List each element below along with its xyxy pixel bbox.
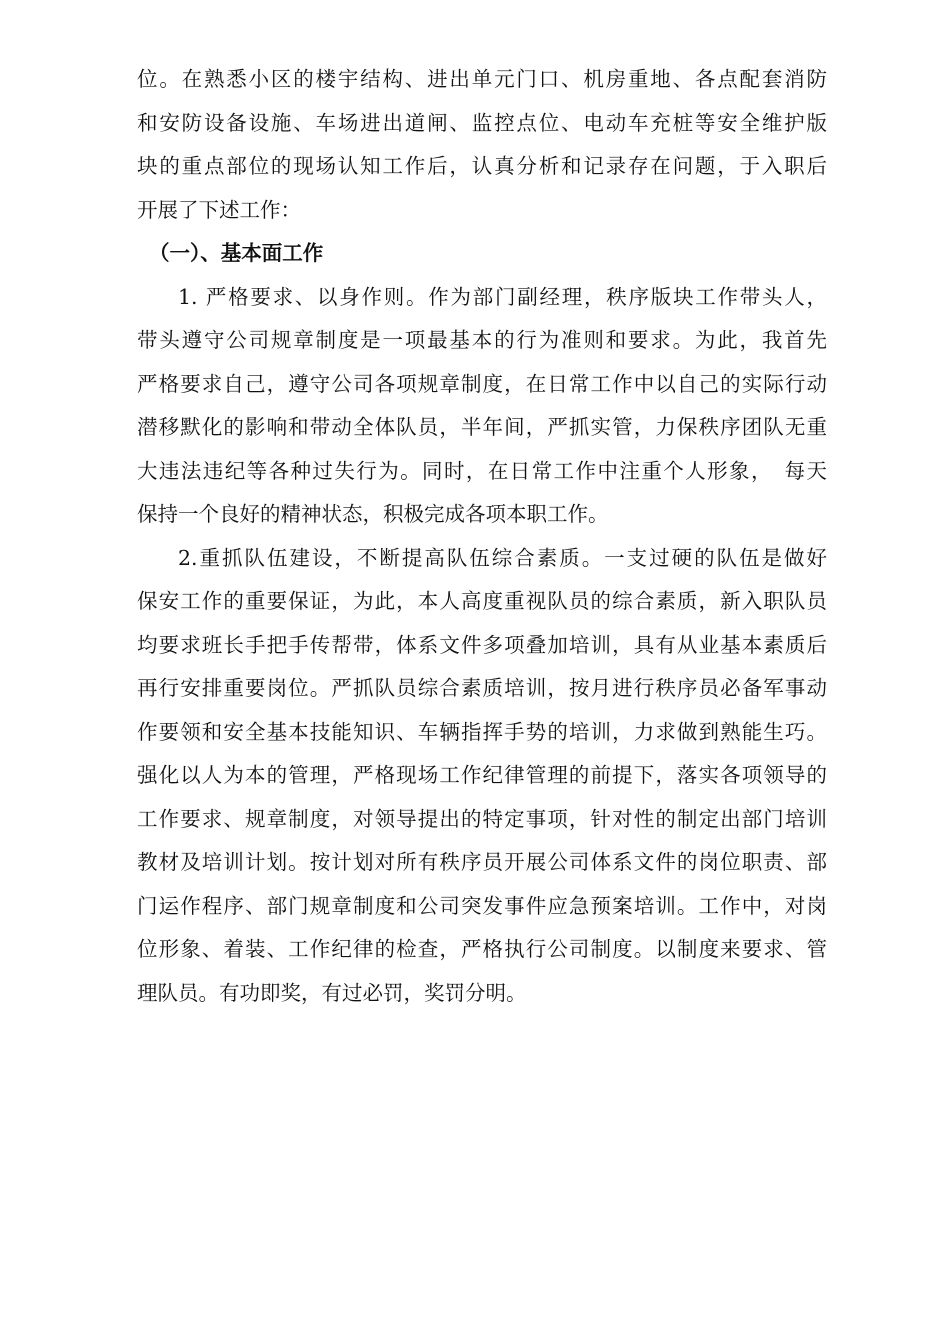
text-line: 工作要求、规章制度，对领导提出的特定事项，针对性的制定出部门培训: [137, 806, 827, 831]
text-line: 教材及培训计划。按计划对所有秩序员开展公司体系文件的岗位职责、部: [137, 850, 827, 874]
text-line: 保持一个良好的精神状态，积极完成各项本职工作。: [137, 502, 609, 526]
text-line: 大违法违纪等各种过失行为。同时，在日常工作中注重个人形象， 每天: [137, 458, 827, 483]
text-line: 带头遵守公司规章制度是一项最基本的行为准则和要求。为此，我首先: [137, 328, 827, 352]
text-line: 位。在熟悉小区的楼宇结构、进出单元门口、机房重地、各点配套消防: [137, 67, 827, 91]
text-line: 2.重抓队伍建设，不断提高队伍综合素质。一支过硬的队伍是做好: [178, 545, 827, 570]
text-line: 保安工作的重要保证，为此，本人高度重视队员的综合素质，新入职队员: [137, 589, 827, 613]
text-line: 强化以人为本的管理，严格现场工作纪律管理的前提下，落实各项领导的: [137, 763, 827, 787]
text-line: 开展了下述工作：: [137, 197, 301, 222]
text-line: 严格要求自己，遵守公司各项规章制度，在日常工作中以自己的实际行动: [137, 371, 827, 396]
text-line: 1. 严格要求、以身作则。作为部门副经理，秩序版块工作带头人，: [178, 284, 827, 309]
section-heading: （一）、基本面工作: [149, 241, 324, 265]
text-line: 再行安排重要岗位。严抓队员综合素质培训，按月进行秩序员必备军事动: [137, 676, 827, 700]
paragraph-2: [137, 537, 827, 1016]
paragraph-1: [137, 276, 827, 537]
text-line: 潜移默化的影响和带动全体队员，半年间，严抓实管，力保秩序团队无重: [137, 415, 827, 439]
text-line: 作要领和安全基本技能知识、车辆指挥手势的培训，力求做到熟能生巧。: [137, 719, 827, 744]
text-line: 块的重点部位的现场认知工作后，认真分析和记录存在问题，于入职后: [137, 154, 827, 178]
intro-paragraph: [137, 58, 827, 232]
document-page: [137, 58, 827, 1015]
text-line: 理队员。有功即奖，有过必罚，奖罚分明。: [137, 980, 527, 1005]
text-line: 均要求班长手把手传帮带，体系文件多项叠加培训，具有从业基本素质后: [137, 632, 827, 657]
text-line: 位形象、着装、工作纪律的检查，严格执行公司制度。以制度来要求、管: [137, 937, 827, 961]
text-line: 门运作程序、部门规章制度和公司突发事件应急预案培训。工作中，对岗: [137, 893, 827, 918]
text-line: 和安防设备设施、车场进出道闸、监控点位、电动车充桩等安全维护版: [137, 110, 827, 135]
